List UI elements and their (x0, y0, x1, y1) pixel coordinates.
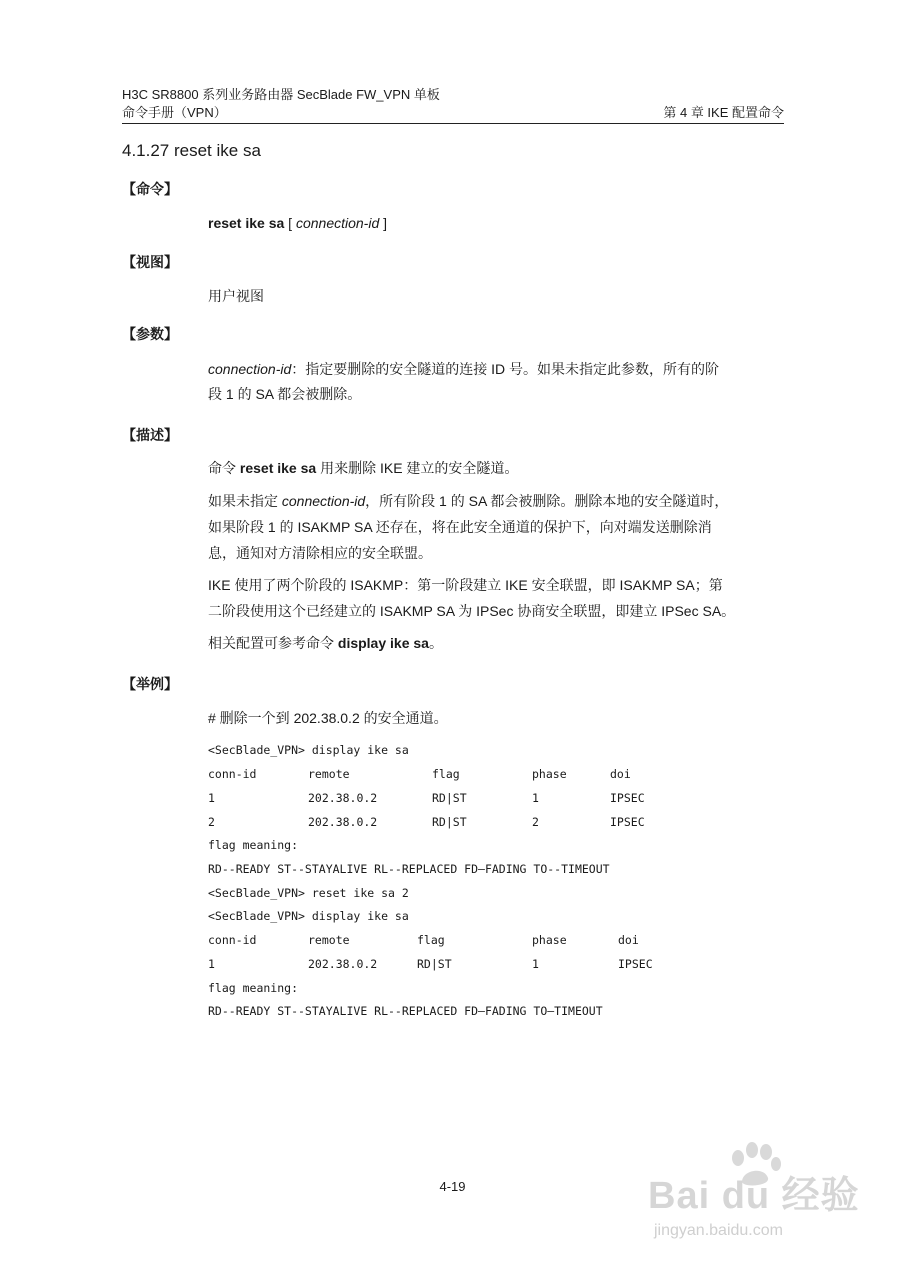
params-arg: connection-id (208, 361, 292, 377)
desc-paragraph-1 (208, 456, 786, 481)
desc-paragraph-4 (208, 631, 786, 656)
desc-p4-post: 。 (428, 635, 443, 651)
desc-p1-post: 用来删除 IKE 建立的安全隧道。 (316, 460, 519, 476)
cell-phase: 2 (532, 815, 539, 829)
desc-p2-line-1-rest: ，所有阶段 1 的 SA 都会被删除。删除本地的安全隧道时， (365, 493, 729, 509)
col-flag: flag (417, 933, 445, 947)
col-doi: doi (610, 767, 631, 781)
cell-flag: RD|ST (417, 957, 452, 971)
label-desc: 【描述】 (122, 427, 178, 443)
col-remote: remote (308, 767, 350, 781)
cell-remote: 202.38.0.2 (308, 791, 378, 805)
header-subtitle-row (122, 104, 784, 121)
code-flag-legend-2: RD--READY ST--STAYALIVE RL--REPLACED FD—FADING TO—TIMEOUT (208, 1004, 603, 1018)
cell-conn-id: 1 (208, 791, 215, 805)
params-line-1-rest: ：指定要删除的安全隧道的连接 ID 号。如果未指定此参数，所有的阶 (291, 361, 720, 377)
code-flag-meaning-2: flag meaning: (208, 981, 299, 995)
desc-p2-line-1 (208, 489, 786, 514)
params-line-2: 段 1 的 SA 都会被删除。 (208, 386, 362, 402)
command-bracket-open: [ (284, 215, 296, 231)
col-conn-id: conn-id (208, 933, 257, 947)
cell-flag: RD|ST (432, 791, 467, 805)
desc-p2-line-3: 息，通知对方清除相应的安全联盟。 (208, 545, 432, 561)
code-prompt-reset: <SecBlade_VPN> reset ike sa 2 (208, 886, 409, 900)
command-keyword: reset ike sa (208, 215, 285, 231)
cell-phase: 1 (532, 957, 539, 971)
cell-conn-id: 1 (208, 957, 215, 971)
desc-p4-pre: 相关配置可参考命令 (208, 635, 338, 651)
desc-p2-arg: connection-id (281, 493, 366, 509)
cell-doi: IPSEC (610, 791, 645, 805)
desc-p2-line-2: 如果阶段 1 的 ISAKMP SA 还存在，将在此安全通道的保护下，向对端发送删除消 (208, 519, 712, 535)
desc-p1-pre: 命令 (208, 460, 240, 476)
cell-flag: RD|ST (432, 815, 467, 829)
page-number: 4-19 (439, 1179, 466, 1194)
col-flag: flag (432, 767, 460, 781)
code-flag-meaning-1: flag meaning: (208, 838, 299, 852)
baidu-jingyan-watermark (648, 1142, 878, 1252)
cell-doi: IPSEC (610, 815, 645, 829)
header-rule (122, 123, 784, 124)
command-syntax (208, 211, 786, 236)
code-prompt-display-1: <SecBlade_VPN> display ike sa (208, 743, 409, 757)
label-params: 【参数】 (122, 326, 178, 342)
view-text: 用户视图 (208, 288, 264, 304)
col-phase: phase (532, 767, 567, 781)
col-conn-id: conn-id (208, 767, 257, 781)
cell-remote: 202.38.0.2 (308, 815, 378, 829)
cell-conn-id: 2 (208, 815, 215, 829)
watermark-logo: Bai du 经验 (648, 1175, 860, 1217)
code-prompt-display-2: <SecBlade_VPN> display ike sa (208, 909, 409, 923)
desc-p4-cmd: display ike sa (337, 635, 429, 651)
example-intro: # 删除一个到 202.38.0.2 的安全通道。 (208, 710, 448, 726)
command-arg: connection-id (295, 215, 380, 231)
col-doi: doi (618, 933, 639, 947)
command-bracket-close: ] (379, 215, 388, 231)
desc-p3-line-1: IKE 使用了两个阶段的 ISAKMP：第一阶段建立 IKE 安全联盟，即 ISAKMP SA；第 (208, 577, 723, 593)
desc-p3-line-2: 二阶段使用这个已经建立的 ISAKMP SA 为 IPSec 协商安全联盟，即建立 IPSec SA。 (208, 603, 736, 619)
label-view: 【视图】 (122, 254, 178, 270)
section-title: 4.1.27 reset ike sa (122, 141, 261, 160)
cell-doi: IPSEC (618, 957, 653, 971)
watermark-url: jingyan.baidu.com (654, 1222, 783, 1239)
label-example: 【举例】 (122, 676, 178, 692)
code-flag-legend-1: RD--READY ST--STAYALIVE RL--REPLACED FD—FADING TO--TIMEOUT (208, 862, 610, 876)
col-phase: phase (532, 933, 567, 947)
header-chapter: 第 4 章 IKE 配置命令 (663, 105, 784, 120)
col-remote: remote (308, 933, 350, 947)
label-command: 【命令】 (122, 181, 178, 197)
desc-p1-cmd: reset ike sa (239, 460, 317, 476)
cell-remote: 202.38.0.2 (308, 957, 378, 971)
header-title: H3C SR8800 系列业务路由器 SecBlade FW_VPN 单板 (122, 87, 440, 102)
params-line-1 (208, 357, 786, 382)
header-manual-name: 命令手册（VPN） (122, 105, 227, 120)
cell-phase: 1 (532, 791, 539, 805)
desc-p2-pre: 如果未指定 (208, 493, 282, 509)
